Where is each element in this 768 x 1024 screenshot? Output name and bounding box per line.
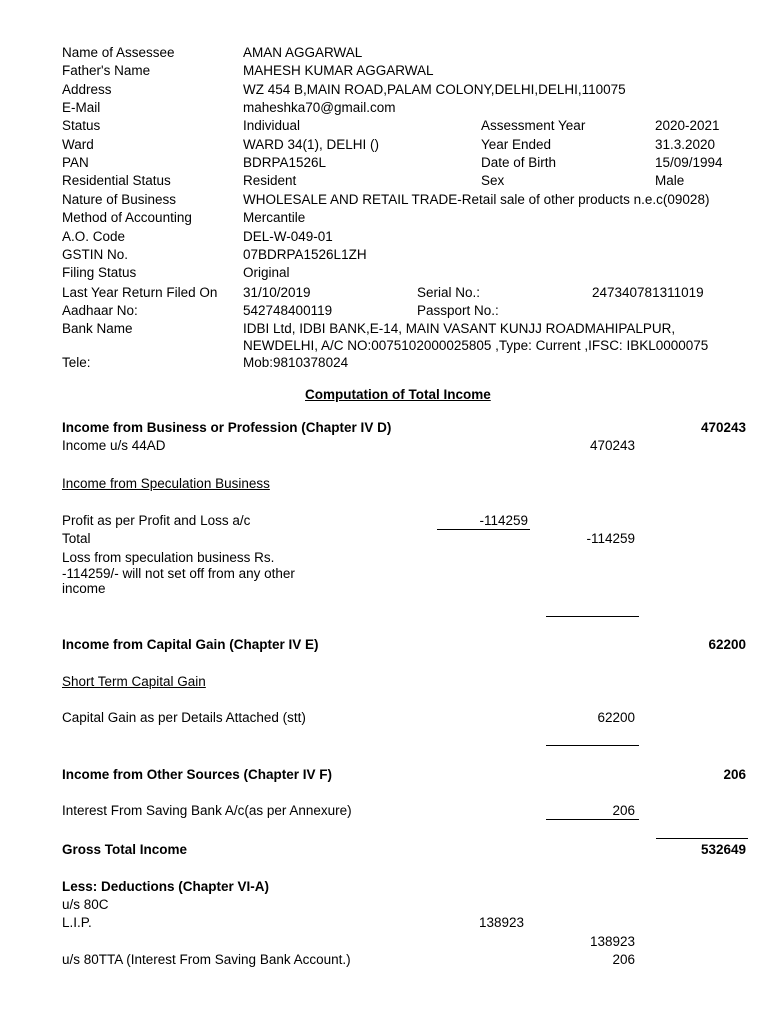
gross-total-value: 532649 (700, 842, 746, 857)
speculation-heading: Income from Speculation Business (62, 476, 270, 491)
income-44ad-label: Income u/s 44AD (62, 438, 166, 453)
capital-gain-detail-value: 62200 (597, 710, 635, 725)
aadhaar-label: Aadhaar No: (62, 303, 138, 318)
ward-label: Ward (62, 137, 94, 152)
bank-name-line1: IDBI Ltd, IDBI BANK,E-14, MAIN VASANT KUNJJ ROADMAHIPALPUR, (243, 321, 676, 336)
sex-label: Sex (481, 173, 505, 188)
other-sources-heading: Income from Other Sources (Chapter IV F) (62, 767, 333, 782)
u80c-label: u/s 80C (62, 897, 109, 912)
tele-label: Tele: (62, 355, 91, 370)
interest-sb-value: 206 (612, 803, 635, 818)
residential-status-value: Resident (243, 173, 297, 188)
name-label: Name of Assessee (62, 45, 175, 60)
method-of-accounting-label: Method of Accounting (62, 210, 192, 225)
gross-total-label: Gross Total Income (62, 842, 188, 857)
year-ended-value: 31.3.2020 (655, 137, 716, 152)
dob-label: Date of Birth (481, 155, 557, 170)
assessment-year-label: Assessment Year (481, 118, 586, 133)
bank-name-line2: NEWDELHI, A/C NO:0075102000025805 ,Type: Current ,IFSC: IBKL0000075 (243, 338, 709, 353)
name-value: AMAN AGGARWAL (243, 45, 363, 60)
profit-underline (437, 529, 530, 530)
ward-value: WARD 34(1), DELHI () (243, 137, 380, 152)
income-44ad-value: 470243 (589, 438, 635, 453)
business-heading: Income from Business or Profession (Chapter IV D) (62, 420, 392, 435)
aadhaar-value: 542748400119 (243, 303, 333, 318)
speculation-total-value: -114259 (586, 531, 635, 546)
residential-status-label: Residential Status (62, 173, 171, 188)
email-label: E-Mail (62, 100, 101, 115)
address-label: Address (62, 82, 112, 97)
pan-value: BDRPA1526L (243, 155, 327, 170)
sex-value: Male (655, 173, 685, 188)
filing-status-value: Original (243, 265, 290, 280)
interest-sb-label: Interest From Saving Bank A/c(as per Annexure) (62, 803, 352, 818)
capital-gain-divider (546, 745, 639, 746)
gross-total-overline (656, 838, 748, 839)
ao-code-label: A.O. Code (62, 229, 126, 244)
last-year-return-value: 31/10/2019 (243, 285, 311, 300)
dob-value: 15/09/1994 (655, 155, 723, 170)
bank-name-label: Bank Name (62, 321, 133, 336)
speculation-note-line1: Loss from speculation business Rs. (62, 550, 275, 565)
year-ended-label: Year Ended (481, 137, 552, 152)
speculation-note-line3: income (62, 581, 106, 596)
nature-of-business-label: Nature of Business (62, 192, 177, 207)
address-value: WZ 454 B,MAIN ROAD,PALAM COLONY,DELHI,DELHI,110075 (243, 82, 626, 97)
gstin-label: GSTIN No. (62, 247, 129, 262)
u80c-total: 138923 (589, 934, 635, 949)
serial-no-value: 247340781311019 (592, 285, 704, 300)
stcg-heading: Short Term Capital Gain (62, 674, 206, 689)
passport-label: Passport No.: (417, 303, 499, 318)
u80tta-value: 206 (612, 952, 635, 967)
serial-no-label: Serial No.: (417, 285, 481, 300)
speculation-divider (546, 616, 639, 617)
lip-label: L.I.P. (62, 915, 92, 930)
gstin-value: 07BDRPA1526L1ZH (243, 247, 367, 262)
assessment-year-value: 2020-2021 (655, 118, 720, 133)
capital-gain-detail-label: Capital Gain as per Details Attached (stt) (62, 710, 306, 725)
profit-pl-value: -114259 (479, 513, 528, 528)
other-sources-total: 206 (723, 767, 746, 782)
u80tta-label: u/s 80TTA (Interest From Saving Bank Account.) (62, 952, 351, 967)
status-value: Individual (243, 118, 301, 133)
profit-pl-label: Profit as per Profit and Loss a/c (62, 513, 251, 528)
father-value: MAHESH KUMAR AGGARWAL (243, 63, 434, 78)
ao-code-value: DEL-W-049-01 (243, 229, 333, 244)
computation-title: Computation of Total Income (305, 387, 491, 402)
capital-gain-total: 62200 (708, 637, 746, 652)
capital-gain-heading: Income from Capital Gain (Chapter IV E) (62, 637, 319, 652)
interest-underline (546, 819, 639, 820)
status-label: Status (62, 118, 101, 133)
lip-value: 138923 (478, 915, 524, 930)
filing-status-label: Filing Status (62, 265, 137, 280)
nature-of-business-value: WHOLESALE AND RETAIL TRADE-Retail sale of other products n.e.c(09028) (243, 192, 710, 207)
last-year-return-label: Last Year Return Filed On (62, 285, 218, 300)
method-of-accounting-value: Mercantile (243, 210, 306, 225)
deductions-heading: Less: Deductions (Chapter VI-A) (62, 879, 270, 894)
pan-label: PAN (62, 155, 89, 170)
email-value: maheshka70@gmail.com (243, 100, 396, 115)
speculation-total-label: Total (62, 531, 91, 546)
business-total: 470243 (700, 420, 746, 435)
tele-value: Mob:9810378024 (243, 355, 349, 370)
father-label: Father's Name (62, 63, 151, 78)
speculation-note-line2: -114259/- will not set off from any other (62, 566, 295, 581)
